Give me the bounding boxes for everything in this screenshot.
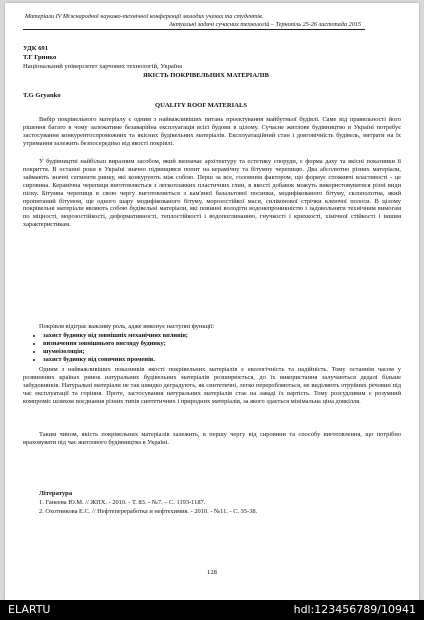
author-en: T.G Gryanko <box>23 92 61 99</box>
list-item: • шумоізоляція; <box>43 348 188 356</box>
title-en: QUALITY ROOF MATERIALS <box>155 102 248 109</box>
document-page <box>5 3 419 600</box>
page-number: 128 <box>207 569 217 576</box>
conference-header-line1: Матеріали IV Міжнародної науково-технічної конференції молодих учених та студентів. <box>25 13 264 20</box>
paragraph-conclusion: Таким чином, якість покрівельних матеріалів залежить, в першу чергу від сировини та способу виготовлення, що потрібно враховувати під час житлового будівництва в Україні. <box>23 431 401 446</box>
reference-item: 1. Ганеева Ю.М. // ЖПХ. - 2010. - Т. 83. - №7. – С. 1193-1187. <box>39 499 206 506</box>
udk-code: УДК 691 <box>23 45 49 52</box>
conference-header-line2: Актуальні задачі сучасних технологій – Тернопіль 25-26 листопада 2015 <box>169 21 361 28</box>
affiliation: Національний університет харчових технологій, Україна <box>23 63 183 70</box>
paragraph-ecology: Одним з найважливіших показників якості покрівельних матеріалів є екологічність та надійність. Тому останнім часом у розвинених країнах ринок натуральних будівельних матеріалів розширюється, до їх використання залучаються дедалі більше забудовників. Натуральні матеріали не так швидко деградують, як синтетичні, легко переробляються, не виділяють отруйних речовин під час експлуатації та горіння. Проте, застосування натуральних матеріалів стає на заваді їх вартість. Тому розсудливим є розумний компроміс шляхом поєднання різних типів синтетичних і природних матеріалів, за якого здається мінімальна ціна довкілля. <box>23 366 401 405</box>
list-item: • визначення зовнішнього вигляду будинку; <box>43 340 188 348</box>
title-ua: ЯКІСТЬ ПОКРІВЕЛЬНИХ МАТЕРІАЛІВ <box>143 72 269 79</box>
paragraph-intro: Вибір покрівельного матеріалу є одним з найважливіших питань проектування майбутньої будівлі. Саме від правильності його рішення багато в чому залежатиме безаварійна експлуатація всієї будови в цілому. Сучасне житлове будівництво в Україні потребує застосування конкурентоспроможних та якісних будівельних матеріалів. Експлуатаційний стан і довговічність будівель, витрати на їх утримання залежить безпосередньо від якості покрівлі. <box>23 116 401 147</box>
functions-list <box>35 332 188 364</box>
reference-item: 2. Охотникова Е.С. // Нефтепереработка и нефтехимия. - 2010. - №11. - С. 35-38. <box>39 508 258 515</box>
repository-name: ELARTU <box>8 603 51 616</box>
list-item: • захист будинку від зовнішніх механічних впливів; <box>43 332 188 340</box>
repository-footer <box>0 600 424 620</box>
list-item: • захист будинку від сонячних променів. <box>43 356 188 364</box>
header-rule <box>23 29 365 30</box>
paragraph-functions-intro: Покрівля відіграє важливу роль, адже виконує наступні функції: <box>39 323 215 330</box>
references-title: Література <box>39 490 73 497</box>
author-ua: Т.Г Гринко <box>23 54 57 61</box>
handle-link[interactable]: hdl:123456789/10941 <box>293 603 416 616</box>
paragraph-roof-materials: У будівництві найбільш виразним засобом, який визначає архітектуру та естетику споруди, є форма даху та якісні показники її покриття. В останні роки в Україні значно підвищився попит на керамічну та бітумну черепицю. Два абсолютно різних матеріали, займають значні сегменти ринку, які конкурують між собою. Перш за все, головним фактором, що формує споживчі властивості - це сировина. Керамічна черепиця виготовляється з легкоплавких пластичних глин, в якості добавок можуть використовуватися різні види піску. Бітумна черепиця в свою чергу виготовляється з кам'яної базальтової посипки, модифікованого бітуму, склополотна, який пропитаний бітумом, ще одного шару модифікованого бітуму, морозостійкої маси, силіконової стрічки клеючої полоси. В цілому покрівельні матеріали являють собою будівельні матеріали, які повинні володіти водонепроникністю і задовольняти технічним вимогам по міцності, морозостійкості, деформативності, теплостійкості і водопоглинанню, гнучкості і крихкості, хімічної стійкості і іншим характеристикам. <box>23 158 401 229</box>
